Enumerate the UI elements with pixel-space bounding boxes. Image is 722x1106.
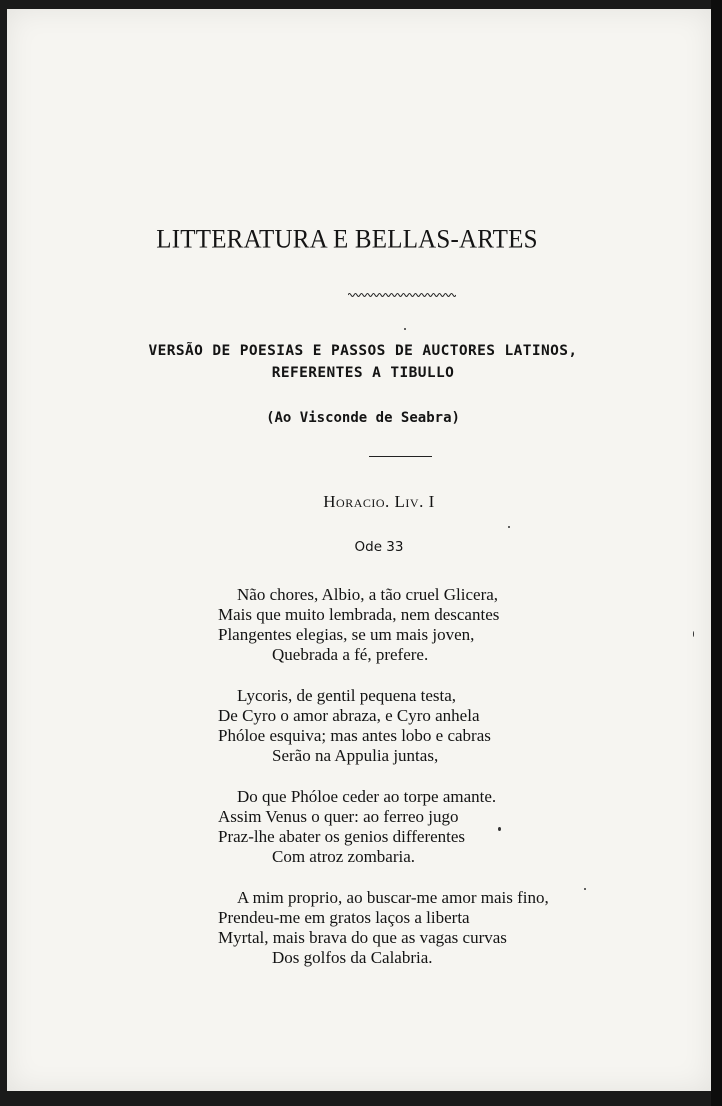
verse-line: Do que Phóloe ceder ao torpe amante. — [237, 787, 497, 806]
poem — [218, 585, 598, 989]
verse-line: Não chores, Albio, a tão cruel Glicera, — [237, 585, 499, 604]
article-heading — [2, 340, 722, 384]
verse-line: Mais que muito lembrada, nem descantes — [218, 605, 500, 624]
verse-line: Serão na Appulia juntas, — [272, 746, 439, 765]
verse-line: Plangentes elegias, se um mais joven, — [218, 625, 475, 644]
verse-line: Quebrada a fé, prefere. — [272, 645, 429, 664]
wavy-ornament — [348, 291, 456, 299]
article-heading-line-1: VERSÃO DE POESIAS E PASSOS DE AUCTORES LATINOS, — [148, 343, 578, 359]
verse-line: Lycoris, de gentil pequena testa, — [237, 686, 457, 705]
ode-title: Ode 33 — [354, 539, 404, 555]
verse-line: De Cyro o amor abraza, e Cyro anhela — [218, 706, 480, 725]
verse-line: A mim proprio, ao buscar-me amor mais fino, — [237, 888, 549, 907]
divider-rule — [369, 456, 432, 457]
verse-line: Praz-lhe abater os genios differentes — [218, 827, 466, 846]
author-book-line: Horacio. Liv. I — [323, 492, 435, 511]
stanza — [218, 686, 598, 766]
stanza — [218, 585, 598, 665]
verse-line: Com atroz zombaria. — [272, 847, 416, 866]
verse-line: Phóloe esquiva; mas antes lobo e cabras — [218, 726, 491, 745]
verse-line: Dos golfos da Calabria. — [272, 948, 433, 967]
article-heading-line-2: REFERENTES A TIBULLO — [271, 365, 455, 381]
section-title: LITTERATURA E BELLAS-ARTES — [156, 225, 538, 254]
verse-line: Assim Venus o quer: ao ferreo jugo — [218, 807, 459, 826]
verse-line: Prendeu-me em gratos laços a liberta — [218, 908, 470, 927]
scan-speck — [404, 328, 406, 330]
scan-speck — [508, 526, 510, 528]
scan-speck — [693, 631, 694, 637]
stanza — [218, 787, 598, 867]
stanza — [218, 888, 598, 968]
verse-line: Myrtal, mais brava do que as vagas curvas — [218, 928, 507, 947]
dedication: (Ao Visconde de Seabra) — [266, 410, 460, 426]
